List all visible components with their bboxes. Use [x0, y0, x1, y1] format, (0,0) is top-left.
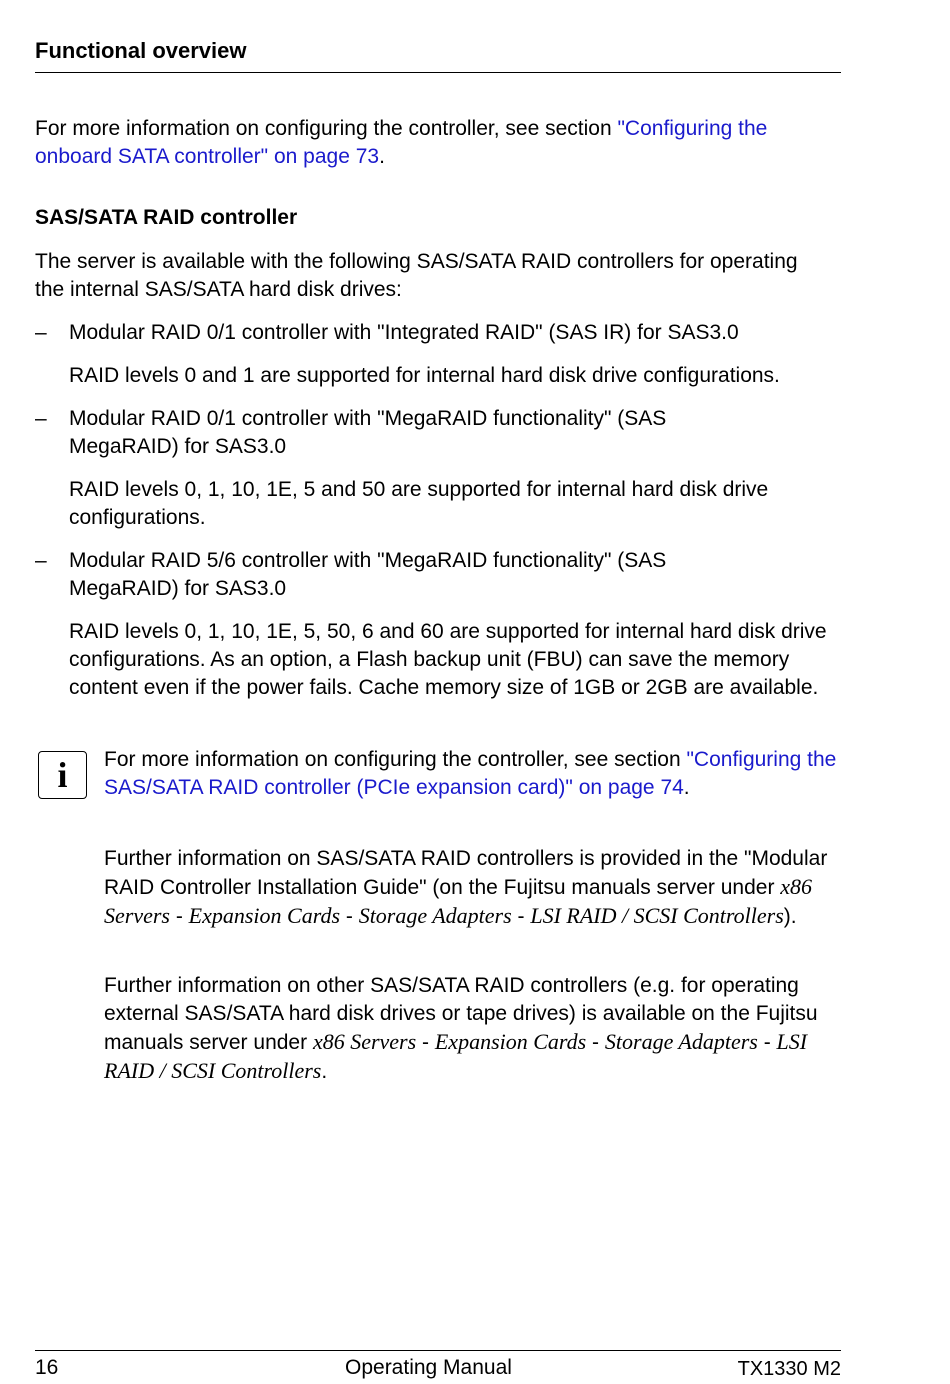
path-expansion-cards: Expansion Cards	[434, 1029, 587, 1054]
note-end: .	[321, 1060, 328, 1083]
list-item-title: Modular RAID 5/6 controller with "MegaRAID functionality" (SAS MegaRAID) for SAS3.0	[69, 549, 667, 600]
info-icon	[38, 751, 87, 799]
list-item-title: Modular RAID 0/1 controller with "Integrated RAID" (SAS IR) for SAS3.0	[69, 321, 739, 344]
page-number: 16	[35, 1356, 59, 1379]
path-separator: -	[757, 1031, 777, 1054]
note-end: ).	[783, 905, 797, 928]
path-separator: -	[169, 905, 189, 928]
path-storage-adapters: Storage Adapters	[604, 1029, 758, 1054]
info-icon-letter: i	[57, 755, 68, 795]
list-item-desc: RAID levels 0 and 1 are supported for internal hard disk drive configurations.	[69, 364, 780, 387]
path-x86-servers: x86 Servers	[312, 1029, 417, 1054]
note-paragraph-3	[104, 972, 849, 1086]
note-text: For more information on configuring the controller, see section	[104, 748, 687, 771]
note-text: Further information on other SAS/SATA RAID controllers (e.g. for operating external SAS/SATA hard disk drives or tape drives) is available on the Fujitsu manuals server under	[104, 974, 818, 1054]
path-separator: -	[511, 905, 531, 928]
path-separator: -	[340, 905, 359, 928]
path-separator: -	[416, 1031, 435, 1054]
path-storage-adapters: Storage Adapters	[358, 903, 512, 928]
list-dash: –	[35, 321, 47, 344]
sas-sata-raid-link[interactable]: "Configuring the SAS/SATA RAID controller (PCIe expansion card)" on page 74	[104, 748, 837, 799]
list-dash: –	[35, 549, 47, 572]
intro-paragraph	[35, 115, 841, 171]
path-separator: -	[586, 1031, 605, 1054]
note-paragraph-2	[104, 845, 849, 931]
list-dash: –	[35, 407, 47, 430]
path-expansion-cards: Expansion Cards	[188, 903, 341, 928]
list-item-desc: RAID levels 0, 1, 10, 1E, 5 and 50 are supported for internal hard disk drive configurations.	[69, 478, 769, 529]
list-item-title: Modular RAID 0/1 controller with "MegaRAID functionality" (SAS MegaRAID) for SAS3.0	[69, 407, 667, 458]
note-text: Further information on SAS/SATA RAID controllers is provided in the "Modular RAID Controller Installation Guide" (on the Fujitsu manuals server under	[104, 847, 828, 899]
note-end: .	[683, 776, 690, 799]
path-lsi-raid: LSI RAID / SCSI Controllers	[104, 1029, 808, 1083]
intro-text: For more information on configuring the controller, see section	[35, 117, 618, 140]
section-lead: The server is available with the following SAS/SATA RAID controllers for operating the internal SAS/SATA hard disk drives:	[35, 250, 798, 301]
intro-end: .	[379, 145, 385, 168]
footer-product: TX1330 M2	[737, 1358, 841, 1380]
path-lsi-raid: LSI RAID / SCSI Controllers	[530, 903, 784, 928]
list-item-desc: RAID levels 0, 1, 10, 1E, 5, 50, 6 and 60 are supported for internal hard disk drive configurations. As an option, a Flash backup unit (FBU) can save the memory content even if the power fails. Cache memory size of 1GB or 2GB are available.	[69, 620, 827, 699]
note-paragraph-1	[104, 746, 849, 802]
header-rule	[35, 72, 841, 73]
footer-rule	[35, 1350, 841, 1351]
page-header-title: Functional overview	[35, 38, 247, 63]
path-x86-servers: x86 Servers	[104, 874, 813, 928]
onboard-sata-link[interactable]: "Configuring the onboard SATA controller" on page 73	[35, 117, 768, 168]
footer-center-title: Operating Manual	[345, 1356, 512, 1379]
section-heading: SAS/SATA RAID controller	[35, 206, 298, 229]
